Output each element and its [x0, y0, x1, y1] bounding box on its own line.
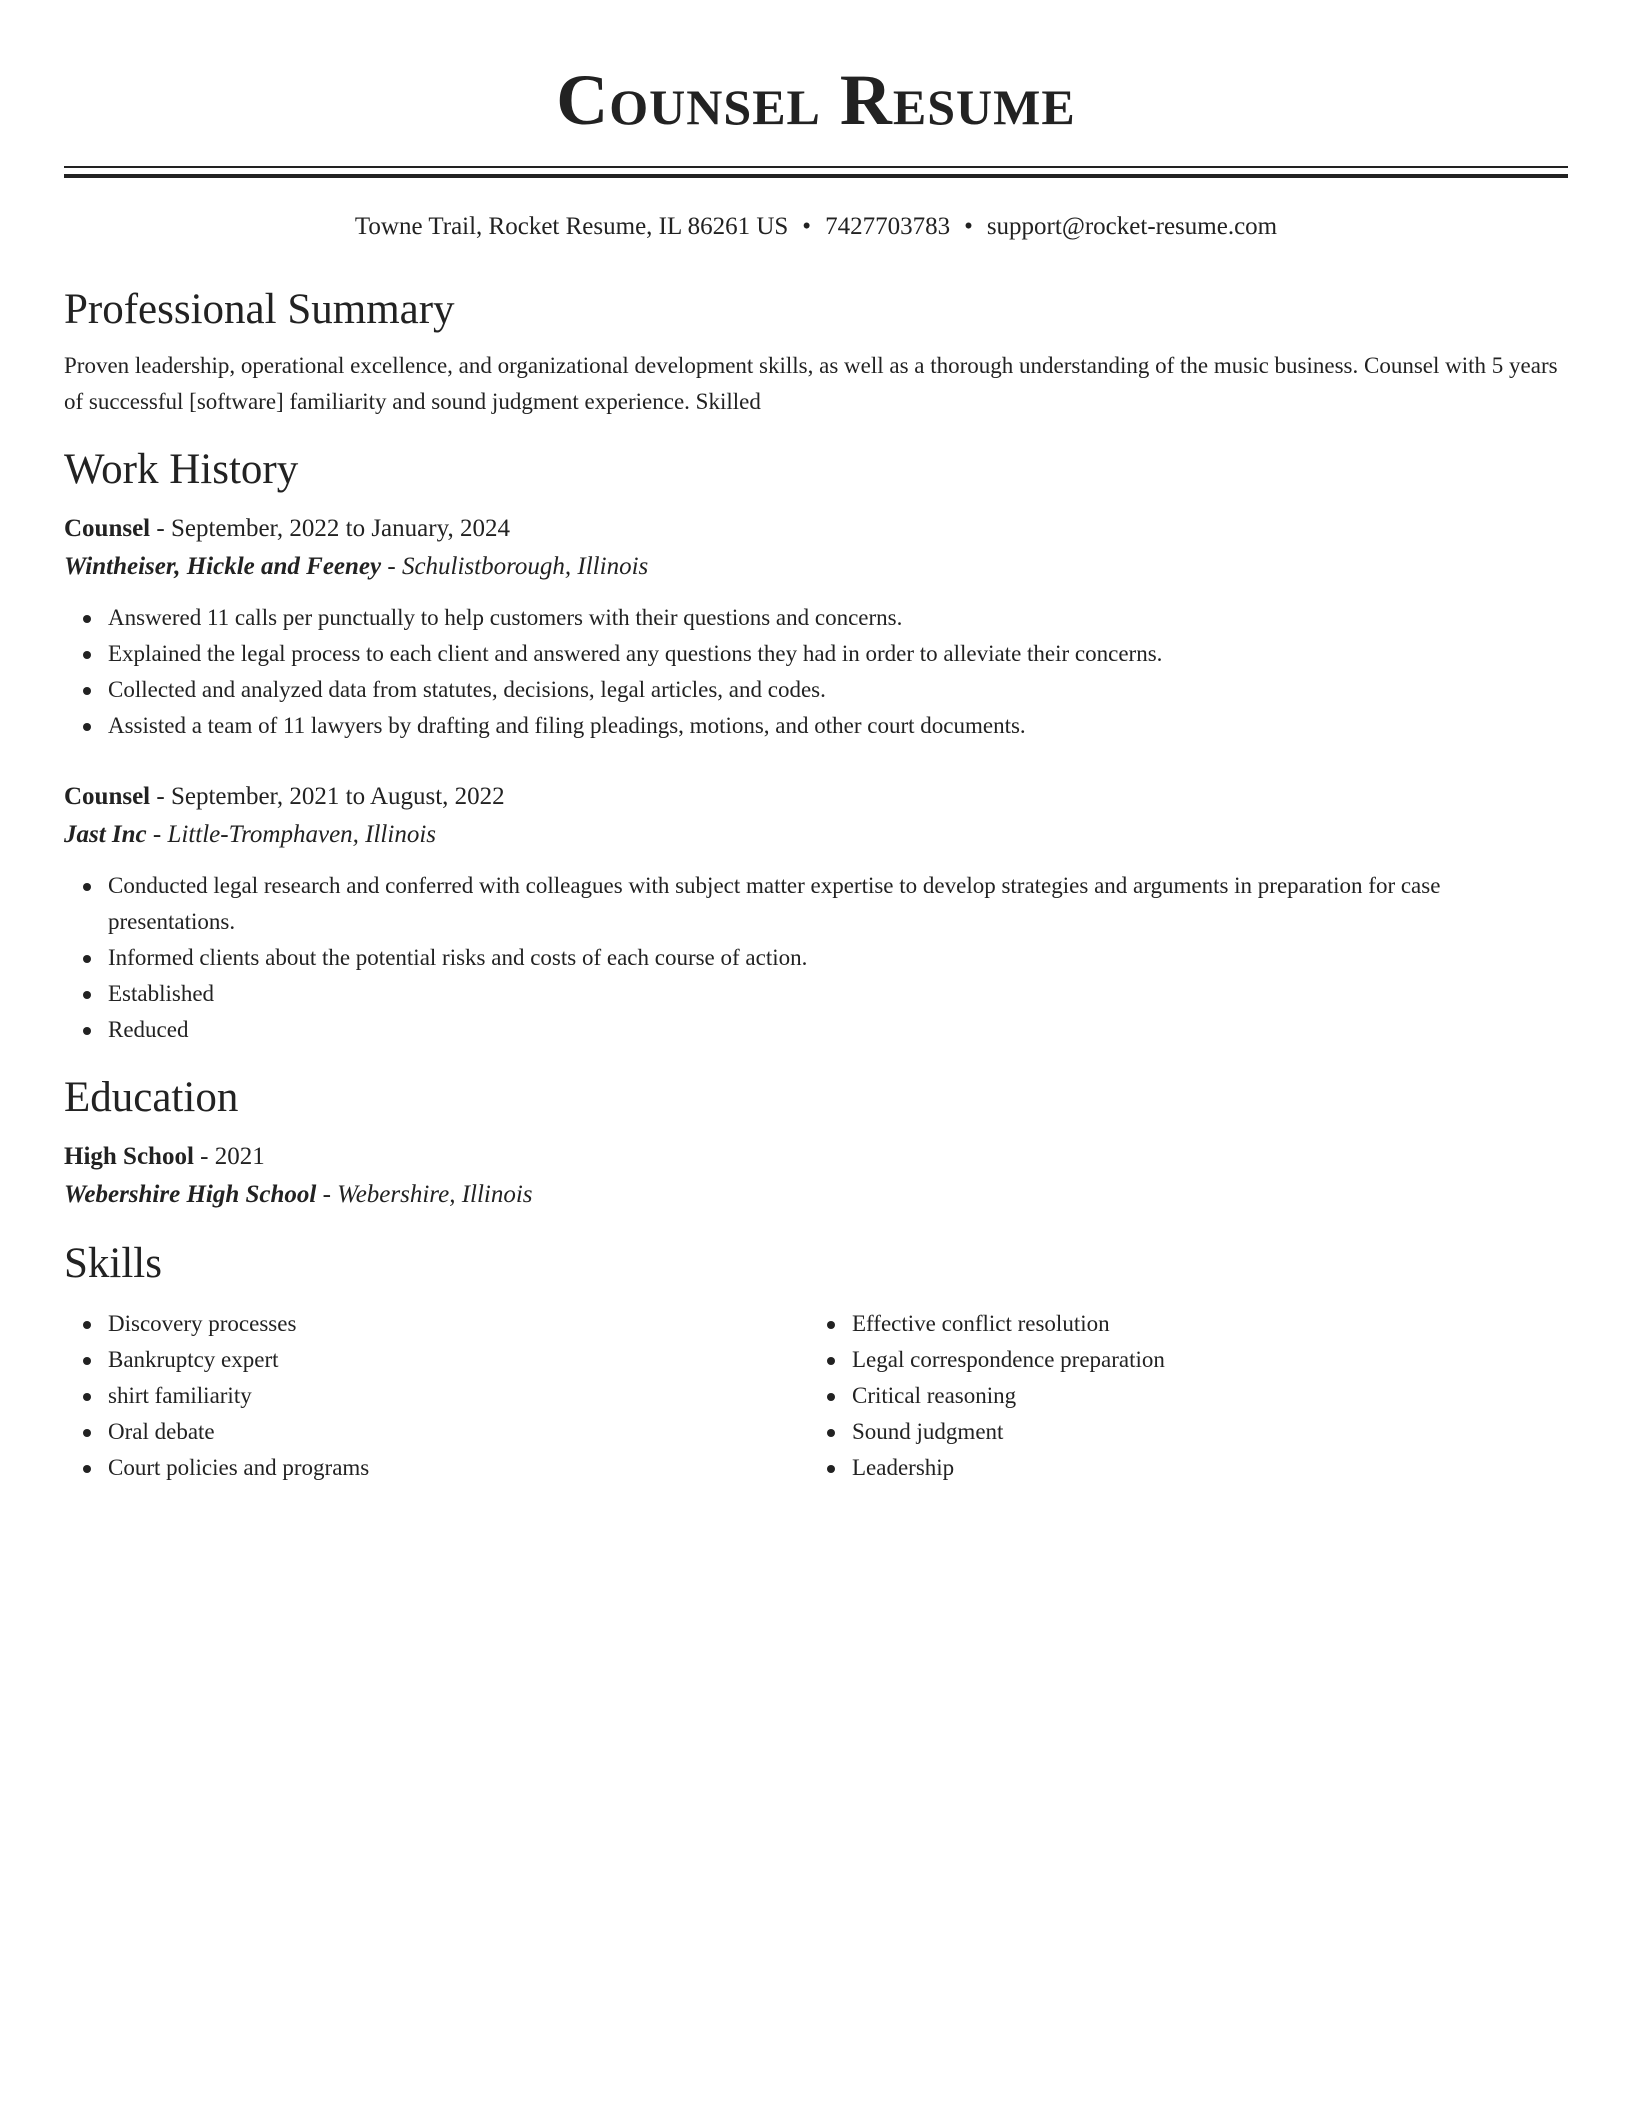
education-heading: Education	[64, 1074, 239, 1121]
skills-list-right	[808, 1306, 1552, 1486]
education-location: - Webershire, Illinois	[316, 1181, 533, 1208]
job-bullet: Conducted legal research and conferred with colleagues with subject matter expertise to develop strategies and arguments in preparation for case presentations.	[108, 868, 1568, 940]
job-bullets	[64, 868, 1568, 1048]
skills-list-left	[64, 1306, 808, 1486]
skill-item: shirt familiarity	[108, 1378, 808, 1414]
summary-text: Proven leadership, operational excellence, and organizational development skills, as well as a thorough understanding of the music business. Counsel with 5 years of successful [software] familiarity and sound judgment experience. Skilled	[64, 353, 1558, 414]
skill-item: Sound judgment	[852, 1414, 1552, 1450]
skill-item: Court policies and programs	[108, 1450, 808, 1486]
contact-separator: •	[964, 213, 973, 240]
job-bullet: Assisted a team of 11 lawyers by drafting and filing pleadings, motions, and other court documents.	[108, 708, 1568, 744]
education-degree-line	[64, 1138, 1568, 1176]
skill-item: Discovery processes	[108, 1306, 808, 1342]
job-bullet: Established	[108, 976, 1568, 1012]
job-location: - Little-Tromphaven, Illinois	[146, 821, 436, 848]
job-entry	[64, 510, 1568, 744]
employer-line	[64, 816, 1568, 854]
contact-address: Towne Trail, Rocket Resume, IL 86261 US	[354, 213, 789, 240]
skill-item: Critical reasoning	[852, 1378, 1552, 1414]
job-title-line	[64, 778, 1568, 816]
skills-columns	[64, 1292, 1568, 1486]
job-bullet: Reduced	[108, 1012, 1568, 1048]
skills-heading: Skills	[64, 1240, 162, 1287]
skill-item: Leadership	[852, 1450, 1552, 1486]
summary-heading: Professional Summary	[64, 286, 455, 333]
job-role: Counsel	[64, 783, 151, 810]
job-company: Jast Inc	[64, 821, 147, 848]
education-school-line	[64, 1176, 1568, 1214]
job-location: - Schulistborough, Illinois	[381, 553, 649, 580]
skill-item: Bankruptcy expert	[108, 1342, 808, 1378]
job-dates: - September, 2022 to January, 2024	[150, 515, 510, 542]
contact-separator: •	[802, 213, 812, 240]
contact-phone: 7427703783	[825, 213, 951, 240]
work-history-heading: Work History	[64, 446, 299, 493]
education-school: Webershire High School	[64, 1181, 317, 1208]
job-role: Counsel	[64, 515, 151, 542]
education-year: - 2021	[193, 1143, 265, 1170]
job-bullet: Collected and analyzed data from statutes, decisions, legal articles, and codes.	[108, 672, 1568, 708]
title-divider	[64, 166, 1568, 178]
skill-item: Oral debate	[108, 1414, 808, 1450]
job-title-line	[64, 510, 1568, 548]
job-entry	[64, 778, 1568, 1048]
job-bullet: Answered 11 calls per punctually to help customers with their questions and concerns.	[108, 600, 1568, 636]
job-company: Wintheiser, Hickle and Feeney	[64, 553, 382, 580]
skill-item: Effective conflict resolution	[852, 1306, 1552, 1342]
employer-line	[64, 548, 1568, 586]
job-bullet: Informed clients about the potential risks and costs of each course of action.	[108, 940, 1568, 976]
contact-line	[64, 210, 1568, 244]
education-degree: High School	[64, 1143, 194, 1170]
education-entry	[64, 1138, 1568, 1214]
job-bullet: Explained the legal process to each client and answered any questions they had in order to alleviate their concerns.	[108, 636, 1568, 672]
contact-email: support@rocket-resume.com	[986, 213, 1278, 240]
job-bullets	[64, 600, 1568, 744]
resume-title: Counsel Resume	[556, 60, 1076, 140]
resume-page	[64, 0, 1568, 1486]
job-dates: - September, 2021 to August, 2022	[150, 783, 505, 810]
skill-item: Legal correspondence preparation	[852, 1342, 1552, 1378]
